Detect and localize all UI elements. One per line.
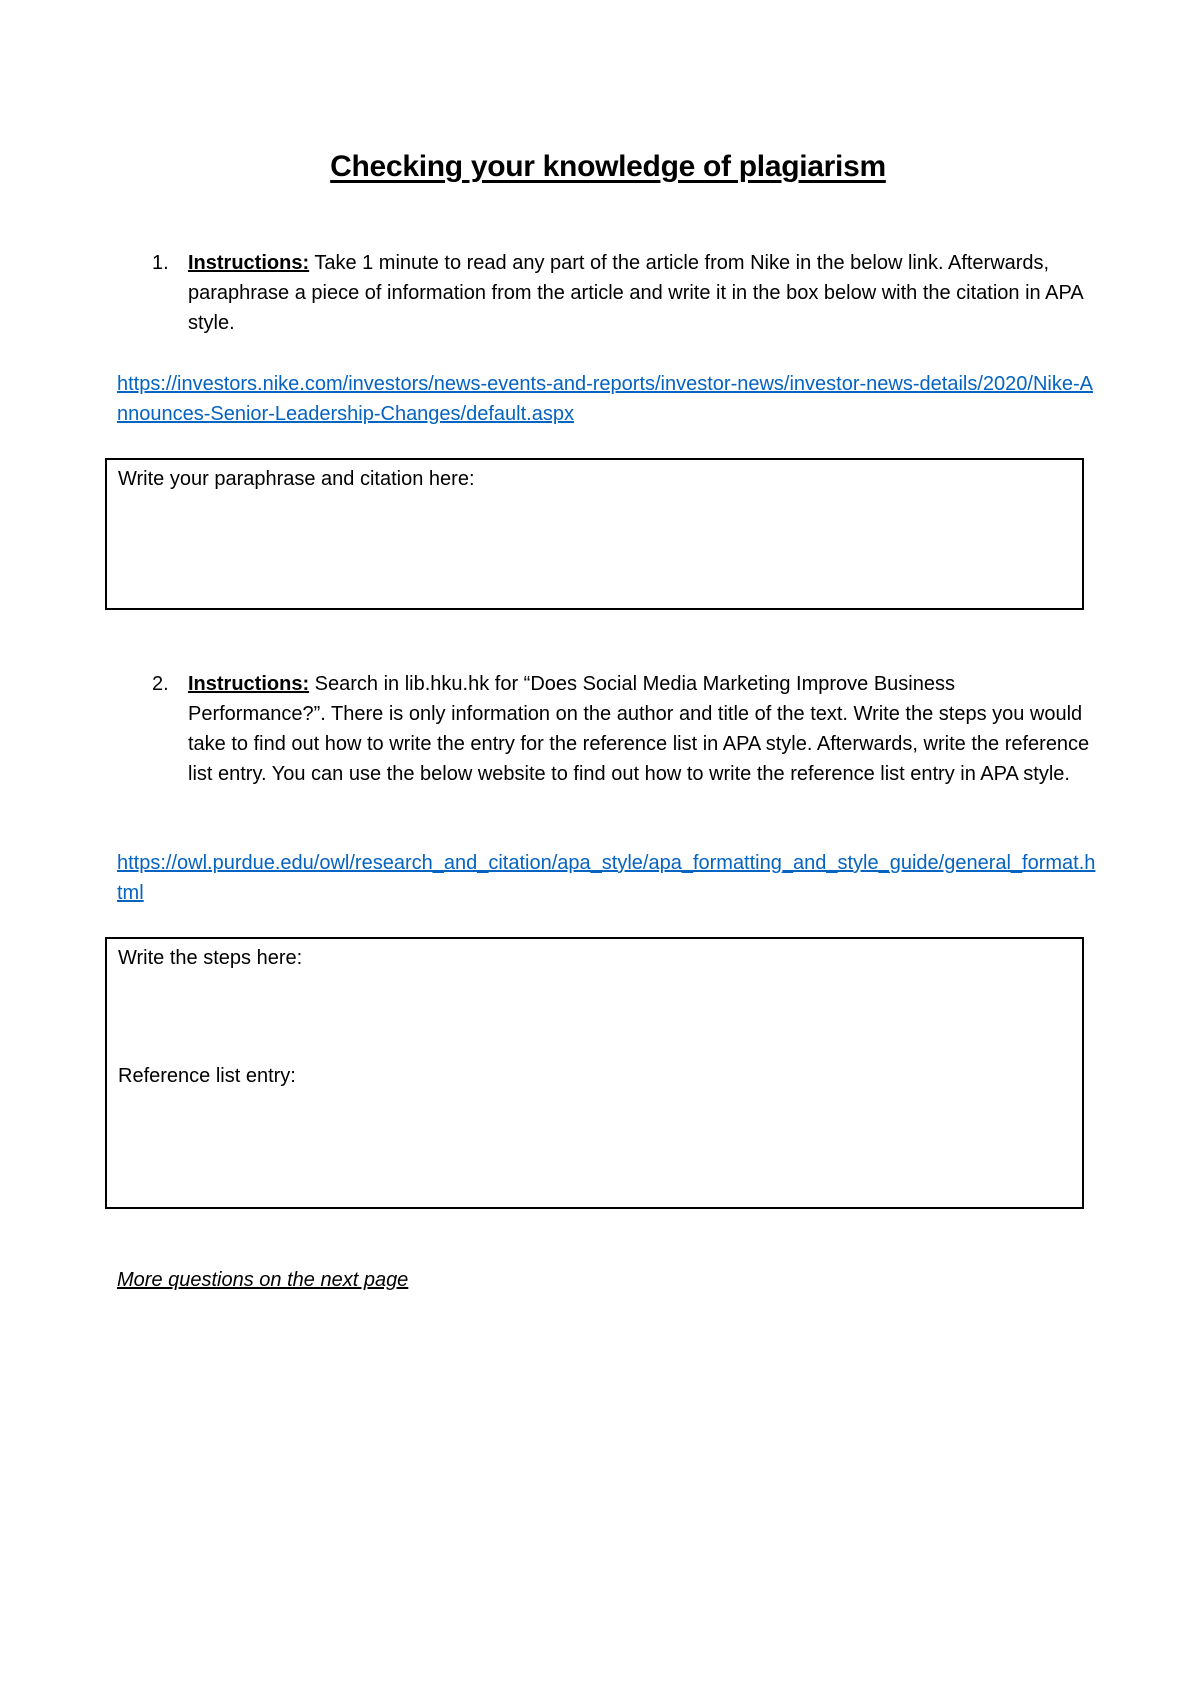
steps-reference-answer-box[interactable]	[105, 937, 1084, 1209]
question-1-number: 1.	[152, 252, 169, 274]
paraphrase-answer-box[interactable]	[105, 458, 1084, 610]
purdue-owl-link[interactable]: https://owl.purdue.edu/owl/research_and_citation/apa_style/apa_formatting_and_style_guide/general_format.html	[117, 852, 1096, 904]
question-1-instructions-text: Take 1 minute to read any part of the article from Nike in the below link. Afterwards, paraphrase a piece of information from the article and write it in the box below with the citation in APA style.	[188, 252, 1083, 334]
page-title: Checking your knowledge of plagiarism	[330, 150, 886, 183]
question-2	[152, 669, 1095, 789]
question-2-instructions	[188, 669, 1095, 789]
nike-article-link[interactable]: https://investors.nike.com/investors/news-events-and-reports/investor-news/investor-news-details/2020/Nike-Announces-Senior-Leadership-Changes/default.aspx	[117, 373, 1093, 425]
paraphrase-box-label: Write your paraphrase and citation here:	[118, 468, 475, 490]
question-1-instructions-label: Instructions:	[188, 252, 310, 274]
question-1-instructions	[188, 248, 1095, 338]
question-1	[152, 248, 1095, 338]
question-2-instructions-text: Search in lib.hku.hk for “Does Social Media Marketing Improve Business Performance?”. There is only information on the author and title of the text. Write the steps you would take to find out how to write the entry for the reference list in APA style. Afterwards, write the reference list entry. You can use the below website to find out how to write the reference list entry in APA style.	[188, 673, 1090, 785]
question-2-number: 2.	[152, 673, 169, 695]
next-page-note: More questions on the next page	[117, 1269, 409, 1291]
question-2-instructions-label: Instructions:	[188, 673, 310, 695]
steps-box-label: Write the steps here:	[118, 947, 303, 969]
reference-entry-box-label: Reference list entry:	[118, 1065, 296, 1087]
